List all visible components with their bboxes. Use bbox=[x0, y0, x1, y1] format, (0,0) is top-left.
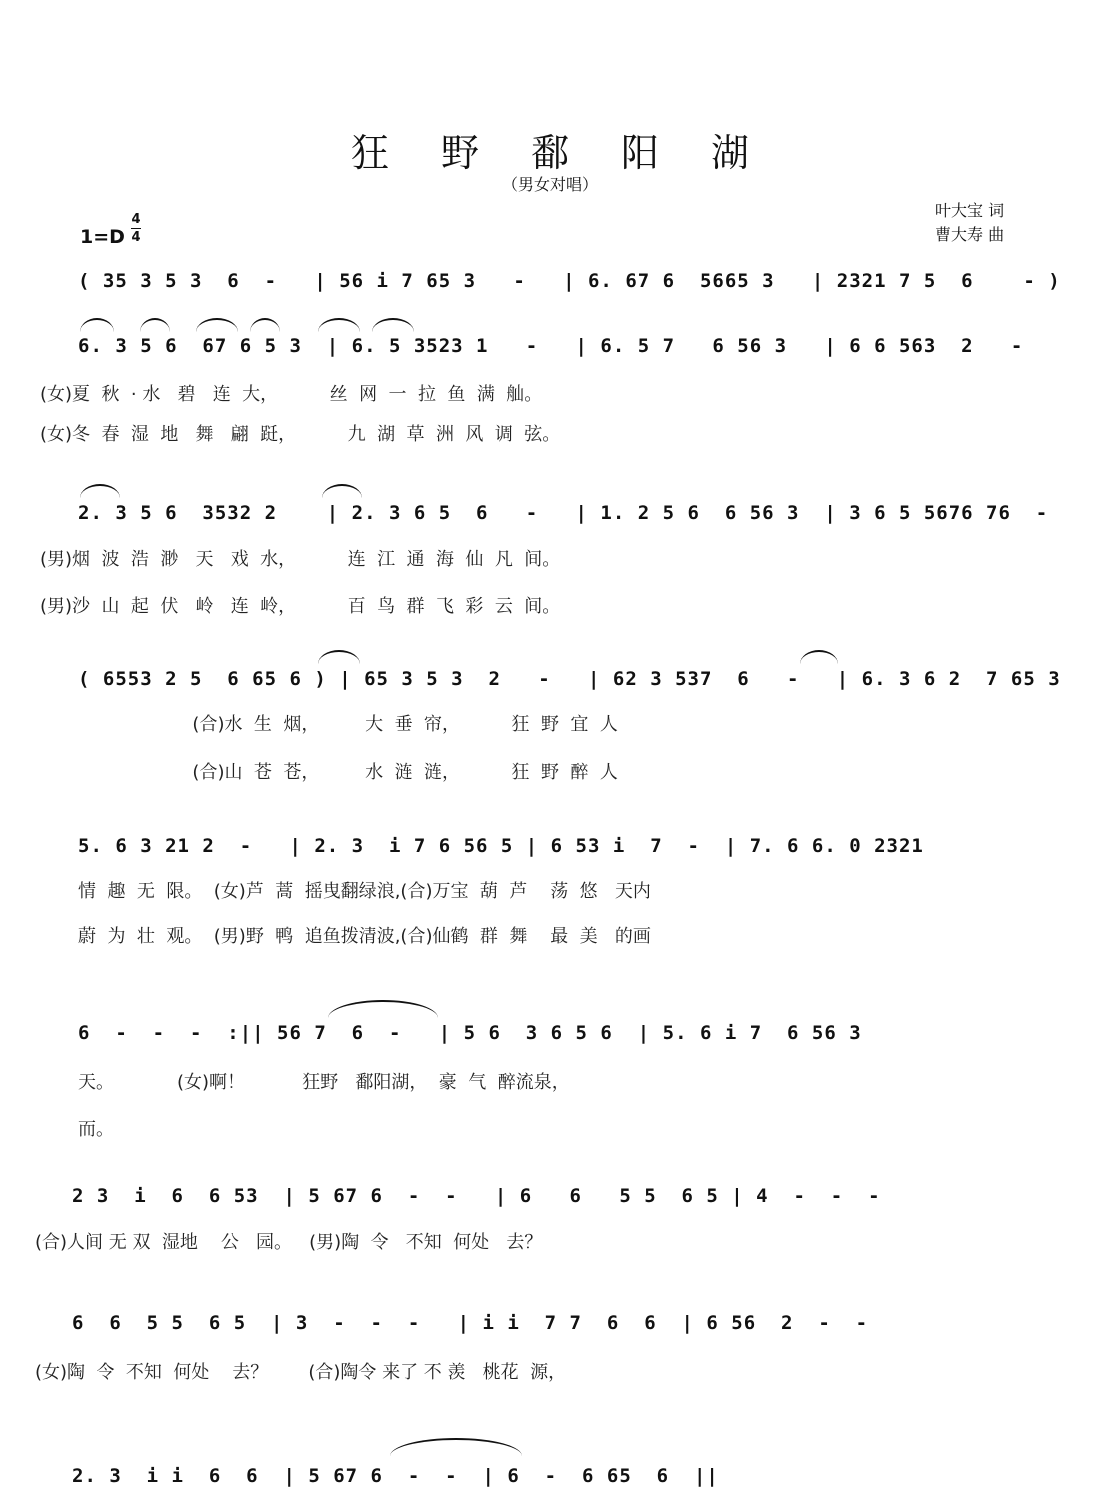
score-row-5-notes: 5. 6 3 21 2 - | 2. 3 i 7 6 56 5 | 6 53 i 7 - | 7. 6 6. 0 2321 bbox=[78, 835, 924, 857]
slur-mark bbox=[318, 318, 360, 332]
time-signature bbox=[131, 212, 141, 245]
slur-mark bbox=[328, 1000, 438, 1018]
score-row-4-notes: ( 6553 2 5 6 65 6 ) | 65 3 5 3 2 - | 62 3 537 6 - | 6. 3 6 2 7 65 3 bbox=[78, 668, 1061, 690]
slur-mark bbox=[250, 318, 280, 332]
page-subtitle: （男女对唱） bbox=[501, 175, 598, 194]
score-row-7-lyric-1: (合)人间 无 双 湿地 公 园。 (男)陶 令 不知 何处 去？ bbox=[35, 1232, 543, 1253]
score-row-3-lyric-2: (男)沙 山 起 伏 岭 连 岭， 百 鸟 群 飞 彩 云 间。 bbox=[40, 596, 561, 617]
slur-mark bbox=[196, 318, 238, 332]
score-row-6-lyric-2: 而。 bbox=[78, 1119, 114, 1140]
score-row-4-lyric-2: (合)山 苍 苍， 水 涟 涟， 狂 野 醉 人 bbox=[78, 762, 618, 783]
slur-mark bbox=[318, 650, 360, 664]
score-row-4-lyric-1: (合)水 生 烟， 大 垂 帘， 狂 野 宜 人 bbox=[78, 714, 618, 735]
slur-mark bbox=[390, 1438, 522, 1456]
key-signature: 1=D bbox=[80, 226, 125, 248]
slur-mark bbox=[80, 484, 120, 498]
score-row-8-lyric-1: (女)陶 令 不知 何处 去？ (合)陶令 来了 不 羡 桃花 源， bbox=[35, 1362, 567, 1383]
composer-credit: 曹大寿 曲 bbox=[935, 225, 1005, 244]
slur-mark bbox=[140, 318, 170, 332]
score-row-5-lyric-1: 情 趣 无 限。 (女)芦 蒿 摇曳翻绿浪,(合)万宝 葫 芦 荡 悠 天内 bbox=[78, 881, 651, 902]
slur-mark bbox=[80, 318, 114, 332]
page-title: 狂野鄱阳湖 bbox=[350, 131, 801, 175]
score-row-5-lyric-2: 蔚 为 壮 观。 (男)野 鸭 追鱼拨清波,(合)仙鹤 群 舞 最 美 的画 bbox=[78, 926, 651, 947]
slur-mark bbox=[800, 650, 838, 664]
lyricist-credit: 叶大宝 词 bbox=[935, 201, 1005, 220]
time-signature-top: 4 bbox=[131, 212, 141, 227]
score-row-3-lyric-1: (男)烟 波 浩 渺 天 戏 水， 连 江 通 海 仙 凡 间。 bbox=[40, 549, 561, 570]
score-row-6-notes: 6 - - - :|| 56 7 6 - | 5 6 3 6 5 6 | 5. 6 i 7 6 56 3 bbox=[78, 1022, 862, 1044]
score-row-2-lyric-2: (女)冬 春 湿 地 舞 翩 跹， 九 湖 草 洲 风 调 弦。 bbox=[40, 424, 561, 445]
score-row-2-lyric-1: (女)夏 秋 · 水 碧 连 大， 丝 网 一 拉 鱼 满 舢。 bbox=[40, 384, 543, 405]
slur-mark bbox=[372, 318, 414, 332]
score-row-2-notes: 6. 3 5 6 67 6 5 3 | 6. 5 3523 1 - | 6. 5 7 6 56 3 | 6 6 563 2 - bbox=[78, 335, 1024, 357]
time-signature-bottom: 4 bbox=[131, 230, 141, 245]
score-row-7-notes: 2 3 i 6 6 53 | 5 67 6 - - | 6 6 5 5 6 5 | 4 - - - bbox=[72, 1185, 881, 1207]
score-row-1-notes: ( 35 3 5 3 6 - | 56 i 7 65 3 - | 6. 67 6 5665 3 | 2321 7 5 6 - ) bbox=[78, 270, 1061, 292]
score-row-6-lyric-1: 天。 (女)啊！ 狂野 鄱阳湖， 豪 气 醉流泉， bbox=[78, 1072, 570, 1093]
slur-mark bbox=[322, 484, 362, 498]
score-row-8-notes: 6 6 5 5 6 5 | 3 - - - | i i 7 7 6 6 | 6 56 2 - - bbox=[72, 1312, 869, 1334]
score-row-9-notes: 2. 3 i i 6 6 | 5 67 6 - - | 6 - 6 65 6 || bbox=[72, 1465, 719, 1487]
score-row-3-notes: 2. 3 5 6 3532 2 | 2. 3 6 5 6 - | 1. 2 5 6 6 56 3 | 3 6 5 5676 76 - bbox=[78, 502, 1049, 524]
